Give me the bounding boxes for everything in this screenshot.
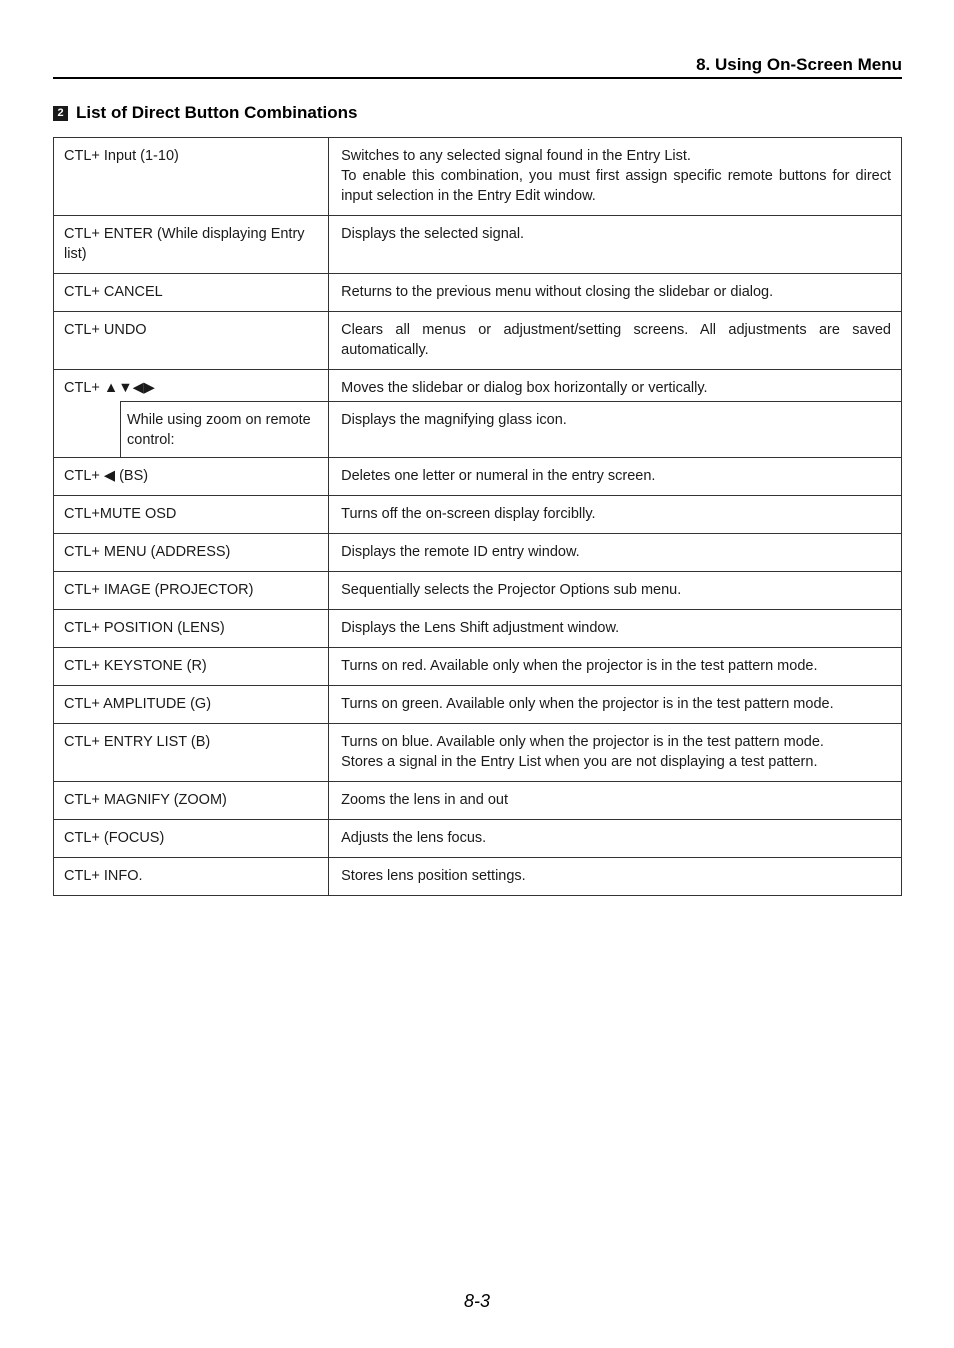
combo-key: CTL+ ENTER (While displaying Entry list) (54, 216, 329, 274)
combo-key: CTL+ ENTRY LIST (B) (54, 724, 329, 782)
combo-description (329, 534, 902, 572)
combo-key: CTL+ (FOCUS) (54, 820, 329, 858)
table-row (54, 858, 902, 896)
combo-description (329, 724, 902, 782)
table-row (54, 216, 902, 274)
table-row (54, 370, 902, 402)
table-row (54, 820, 902, 858)
combo-description: Moves the slidebar or dialog box horizontally or vertically. (329, 370, 902, 402)
combo-description (329, 312, 902, 370)
combo-sub-description: Displays the magnifying glass icon. (329, 402, 902, 458)
description-line: Sequentially selects the Projector Options sub menu. (341, 582, 682, 598)
description-line: Displays the remote ID entry window. (341, 544, 580, 560)
table-row (54, 610, 902, 648)
description-line: Deletes one letter or numeral in the entry screen. (341, 468, 656, 484)
table-row (54, 724, 902, 782)
section-title (53, 103, 357, 123)
combo-key: CTL+ ▲▼◀▶ (54, 370, 329, 402)
combo-key: CTL+ IMAGE (PROJECTOR) (54, 572, 329, 610)
description-line: Zooms the lens in and out (341, 792, 508, 808)
page-number: 8-3 (463, 1291, 490, 1311)
table-row (54, 496, 902, 534)
combo-description (329, 686, 902, 724)
table-row (54, 534, 902, 572)
combo-key: CTL+ Input (1-10) (54, 138, 329, 216)
description-line: Turns on green. Available only when the projector is in the test pattern mode. (341, 696, 834, 712)
combo-description (329, 216, 902, 274)
sub-row-indent (54, 402, 121, 458)
description-line: Adjusts the lens focus. (341, 830, 487, 846)
combo-key: CTL+ AMPLITUDE (G) (54, 686, 329, 724)
description-line: Displays the selected signal. (341, 226, 525, 242)
description-line: Turns off the on-screen display forciblly. (341, 506, 596, 522)
table-row (54, 572, 902, 610)
table-row (54, 138, 902, 216)
combo-key: CTL+MUTE OSD (54, 496, 329, 534)
description-line: Stores lens position settings. (341, 868, 526, 884)
description-line: Returns to the previous menu without closing the slidebar or dialog. (341, 284, 774, 300)
table-row (54, 686, 902, 724)
combo-description (329, 858, 902, 896)
combo-description (329, 610, 902, 648)
combo-sub-key: While using zoom on remote control: (121, 402, 329, 458)
combo-key: CTL+ MAGNIFY (ZOOM) (54, 782, 329, 820)
combo-key: CTL+ MENU (ADDRESS) (54, 534, 329, 572)
description-line: Turns on red. Available only when the projector is in the test pattern mode. (341, 658, 818, 674)
combo-description (329, 138, 902, 216)
table-row (54, 458, 902, 496)
combo-key: CTL+ INFO. (54, 858, 329, 896)
table-row (54, 274, 902, 312)
description-line: To enable this combination, you must first assign specific remote buttons for direct input selection in the Entry Edit window. (341, 168, 891, 204)
description-line: Switches to any selected signal found in the Entry List. (341, 148, 691, 164)
table-row (54, 648, 902, 686)
combo-key: CTL+ POSITION (LENS) (54, 610, 329, 648)
combo-key: CTL+ KEYSTONE (R) (54, 648, 329, 686)
combo-key: CTL+ UNDO (54, 312, 329, 370)
combo-description (329, 572, 902, 610)
combo-description (329, 820, 902, 858)
button-combinations-table (53, 137, 902, 896)
combo-key: CTL+ ◀ (BS) (54, 458, 329, 496)
description-line: Stores a signal in the Entry List when you are not displaying a test pattern. (341, 754, 818, 770)
table-row (54, 782, 902, 820)
chapter-title: 8. Using On-Screen Menu (696, 55, 902, 74)
combo-description (329, 648, 902, 686)
table-row (54, 312, 902, 370)
section-number-badge: 2 (53, 106, 68, 121)
description-line: Turns on blue. Available only when the projector is in the test pattern mode. (341, 734, 824, 750)
page-header (53, 52, 902, 79)
section-title-text: List of Direct Button Combinations (76, 103, 358, 122)
combo-description (329, 458, 902, 496)
combo-description (329, 274, 902, 312)
table-sub-row (54, 402, 902, 458)
combo-description (329, 496, 902, 534)
combo-description (329, 782, 902, 820)
description-line: Clears all menus or adjustment/setting screens. All adjustments are saved automatically. (341, 322, 891, 358)
combo-key: CTL+ CANCEL (54, 274, 329, 312)
description-line: Displays the Lens Shift adjustment window. (341, 620, 620, 636)
